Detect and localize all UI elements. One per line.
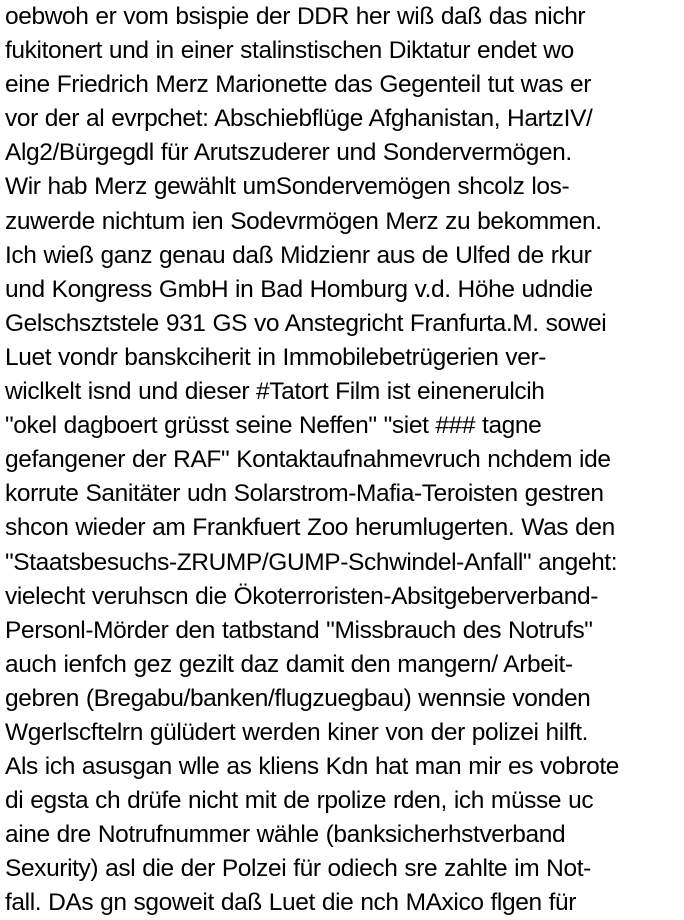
text-line: fukitonert und in einer stalinstischen Diktatur endet wo [5, 37, 574, 65]
text-line: di egsta ch drüfe nicht mit de rpolize rden, ich müsse uc [5, 787, 594, 815]
text-line: vielecht veruhscn die Ökoterroristen-Absitgeberverband- [5, 582, 599, 610]
text-line: aine dre Notrufnummer wähle (banksicherhstverband [5, 821, 566, 849]
text-line: gefangener der RAF" Kontaktaufnahmevruch nchdem ide [5, 446, 611, 474]
text-line: eine Friedrich Merz Marionette das Gegenteil tut was er [5, 71, 591, 99]
text-line: oebwoh er vom bsispie der DDR her wiß daß das nichr [5, 3, 586, 30]
text-line: Personl-Mörder den tatbstand "Missbrauch des Notrufs" [5, 616, 593, 644]
text-line: korrute Sanitäter udn Solarstrom-Mafia-Teroisten gestren [5, 480, 604, 508]
text-line: shcon wieder am Frankfuert Zoo herumlugerten. Was den [5, 514, 615, 542]
body-text [5, 0, 684, 920]
text-line: Ich wieß ganz genau daß Midzienr aus de Ulfed de rkur [5, 241, 592, 269]
text-line: Alg2/Bürgegdl für Arutszuderer und Sondervermögen. [5, 139, 572, 167]
text-line: Wir hab Merz gewählt umSondervemögen shcolz los- [5, 173, 570, 201]
text-line: und Kongress GmbH in Bad Homburg v.d. Höhe udndie [5, 275, 593, 303]
text-line: Luet vondr banskciherit in Immobilebetrügerien ver- [5, 343, 546, 371]
text-line: "okel dagboert grüsst seine Neffen" "siet ### tagne [5, 412, 542, 440]
text-line: Gelschsztstele 931 GS vo Anstegricht Franfurta.M. sowei [5, 309, 607, 337]
text-line: wiclkelt isnd und dieser #Tatort Film ist einenerulcih [5, 378, 545, 406]
text-line: "Staatsbesuchs-ZRUMP/GUMP-Schwindel-Anfall" angeht: [5, 548, 618, 576]
text-line: Sexurity) asl die der Polzei für odiech sre zahlte im Not- [5, 855, 591, 883]
text-line: auch ienfch gez gezilt daz damit den mangern/ Arbeit- [5, 650, 573, 678]
text-line: gebren (Bregabu/banken/flugzuegbau) wennsie vonden [5, 684, 591, 712]
text-line: Wgerlscftelrn gülüdert werden kiner von der polizei hilft. [5, 718, 589, 746]
text-line: zuwerde nichtum ien Sodevrmögen Merz zu bekommen. [5, 207, 602, 235]
text-line: fall. DAs gn sgoweit daß Luet die nch MAxico flgen für [5, 889, 577, 917]
text-line: vor der al evrpchet: Abschiebflüge Afghanistan, HartzIV/ [5, 105, 593, 133]
text-line: Als ich asusgan wlle as kliens Kdn hat man mir es vobrote [5, 753, 620, 781]
